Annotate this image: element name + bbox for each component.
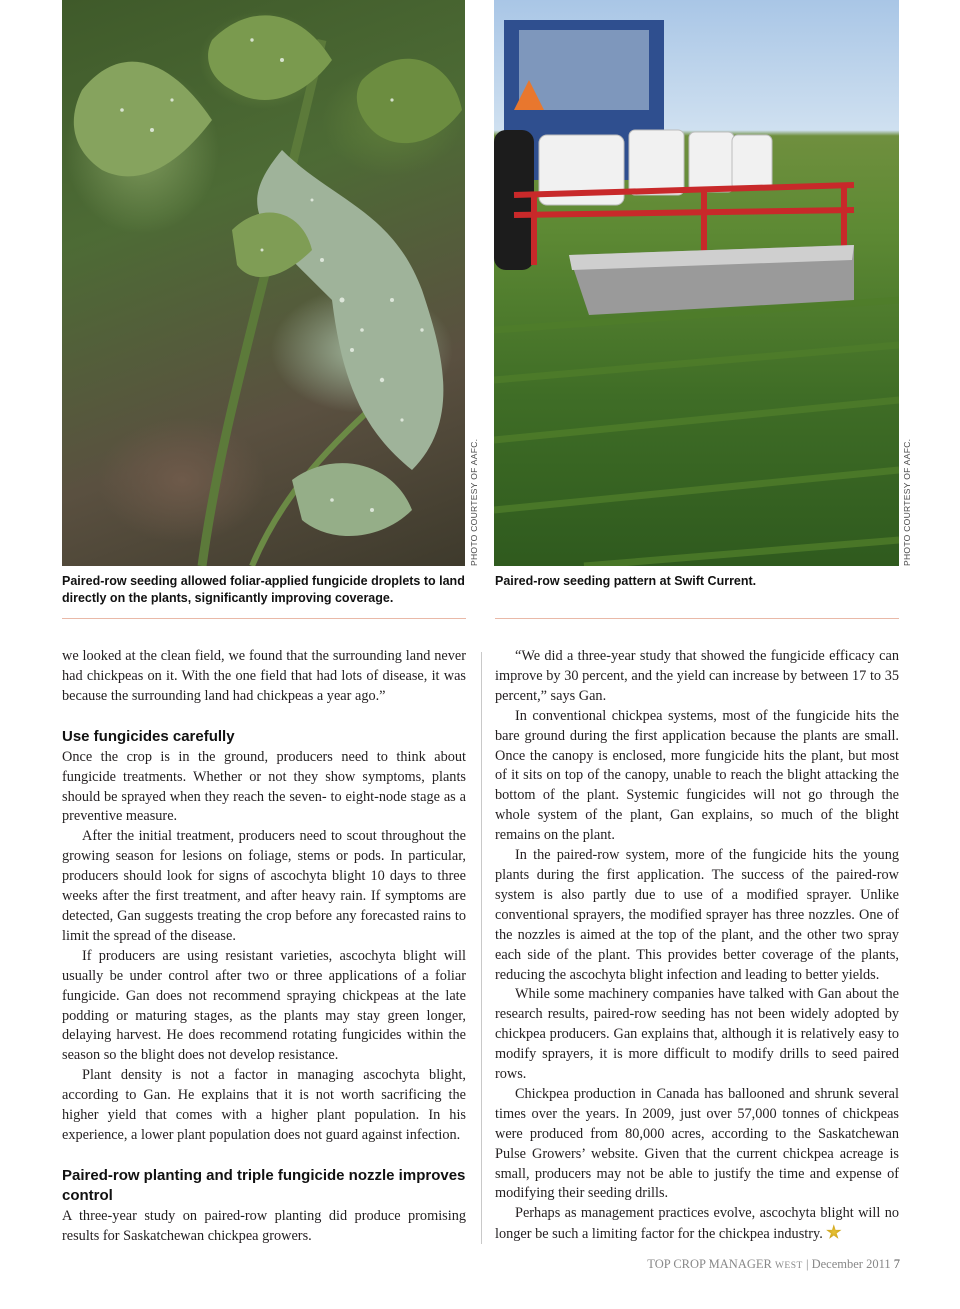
tractor-illustration	[494, 0, 899, 566]
section-heading: Use fungicides carefully	[62, 727, 235, 745]
body-paragraph	[495, 1204, 899, 1245]
end-of-article-icon	[826, 1224, 842, 1240]
magazine-edition: WEST	[774, 1261, 803, 1271]
section-heading: Paired-row planting and triple fungicide nozzle improves control	[62, 1166, 466, 1204]
issue-date: December 2011	[811, 1257, 891, 1271]
article-column-right	[495, 647, 899, 1245]
body-paragraph: “We did a three-year study that showed the fungicide efficacy can improve by 30 percent, and the yield can increase by between 17 to 35 percent,” says Gan.	[495, 648, 899, 704]
magazine-name: TOP CROP MANAGER	[647, 1257, 772, 1271]
article-column-left	[62, 647, 466, 1247]
body-paragraph: In the paired-row system, more of the fungicide hits the young plants during the first application. The success of the paired-row system is also partly due to use of a modified sprayer. Unlike conventional sprayers, the modified sprayer has three nozzles. One of the nozzles is aimed at the top of the plant, and the other two spray each side of the plant. This provides better coverage of the plants, reducing the ascochyta blight infection and leading to better yields.	[495, 847, 899, 983]
footer-separator: |	[805, 1257, 809, 1271]
photo-tractor-seeder	[494, 0, 899, 566]
photo-credit: PHOTO COURTESY OF AAFC.	[469, 438, 479, 566]
body-paragraph: While some machinery companies have talked with Gan about the research results, paired-row seeding has not been widely adopted by chickpea producers. Gan explains that, although it is relatively easy to modify sprayers, it is more difficult to modify drills to seed paired rows.	[495, 986, 899, 1083]
body-paragraph: If producers are using resistant varieties, ascochyta blight will usually be under control after two or three applications of a foliar fungicide. Gan does not recommend spraying chickpeas at the late podding or maturing stages, as the plants may stay green longer, delaying harvest. He does recommend rotating fungicides within the season so the blight does not develop resistance.	[62, 947, 466, 1064]
page-footer	[647, 1257, 900, 1272]
body-paragraph: In conventional chickpea systems, most of the fungicide hits the bare ground during the first application because the plants are small. Once the canopy is enclosed, more fungicide hits the plant, but most of it sits on top of the canopy, unable to reach the blight attacking the bottom of the plant. Systemic fungicides will not go through the whole system of the plant, Gan explains, so much of the blight remains on the plant.	[495, 707, 899, 844]
caption-divider	[62, 618, 466, 619]
photo-fungicide-droplets	[62, 0, 465, 566]
body-paragraph: we looked at the clean field, we found that the surrounding land never had chickpeas on it. With the one field that had lots of disease, it was because the surrounding land had chickpeas a year ago.”	[62, 648, 466, 704]
closing-sentence: Perhaps as management practices evolve, ascochyta blight will no longer be such a limiting factor for the chickpea industry.	[495, 1205, 899, 1243]
body-paragraph: After the initial treatment, producers need to scout throughout the growing season for lesions on foliage, stems or pods. In particular, producers should look for signs of ascochyta blight 10 days to three weeks after the first treatment, and after heavy rain. If symptoms are detected, Gan suggests treating the crop before any forecasted rains to limit the spread of the disease.	[62, 828, 466, 944]
photo-credit: PHOTO COURTESY OF AAFC.	[902, 438, 912, 566]
body-paragraph: A three-year study on paired-row planting did produce promising results for Saskatchewan chickpea growers.	[62, 1207, 466, 1244]
leaf-illustration	[62, 0, 465, 566]
body-paragraph: Chickpea production in Canada has ballooned and shrunk several times over the years. In 2009, just over 57,000 tonnes of chickpeas were produced from 80,000 acres, according to the Saskatchewan Pulse Growers’ website. Given that the current chickpea acreage is small, producers may not be able to justify the time and expense of modifying their seeding drills.	[495, 1085, 899, 1202]
column-divider	[481, 652, 482, 1244]
caption-divider	[495, 618, 899, 619]
body-paragraph: Plant density is not a factor in managing ascochyta blight, according to Gan. He explains that it is not worth sacrificing the higher yield that comes with a higher plant population. In his experience, a lower plant population does not guard against infection.	[62, 1067, 466, 1143]
photo-caption: Paired-row seeding pattern at Swift Current.	[495, 574, 757, 588]
photo-caption: Paired-row seeding allowed foliar-applied fungicide droplets to land directly on the plants, significantly improving coverage.	[62, 574, 465, 605]
page-number: 7	[893, 1257, 900, 1271]
body-paragraph: Once the crop is in the ground, producers need to think about fungicide treatments. Whether or not they show symptoms, plants should be sprayed when they reach the seven- to eight-node stage as a preventive measure.	[62, 748, 466, 825]
